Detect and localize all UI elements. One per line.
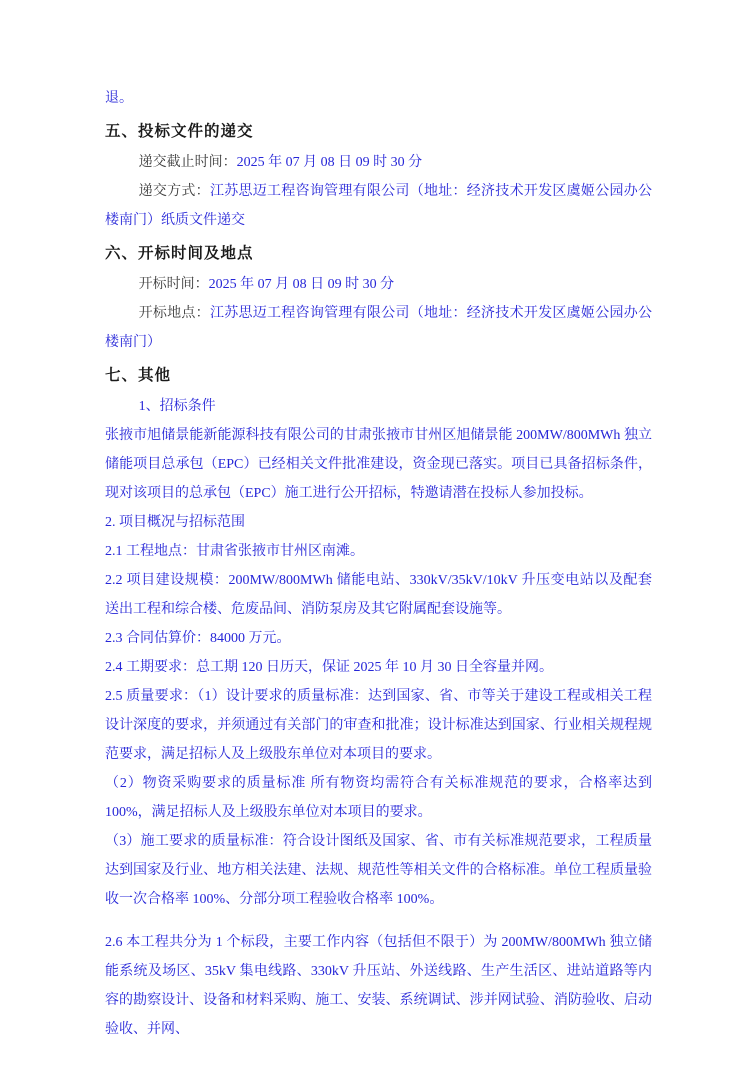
opening-place-line (105, 299, 652, 357)
paragraph-2-5-quality-1: 2.5 质量要求：（1）设计要求的质量标准：达到国家、省、市等关于建设工程或相关工程设计深度的要求，并须通过有关部门的审查和批准；设计标准达到国家、行业相关规程规范要求，满足招标人及上级股东单位对本项目的要求。 (105, 689, 652, 762)
submission-method-line (105, 177, 652, 235)
paragraph-2-5-quality-3: （3）施工要求的质量标准：符合设计图纸及国家、省、市有关标准规范要求，工程质量达到国家及行业、地方相关法建、法规、规范性等相关文件的合格标准。单位工程质量验收一次合格率 100%、分部分项工程验收合格率 100%。 (105, 834, 652, 907)
opening-place-label: 开标地点： (138, 306, 210, 321)
paragraph-2-3-contract-estimate: 2.3 合同估算价：84000 万元。 (105, 631, 291, 646)
section-7-heading: 七、其他 (105, 367, 172, 384)
paragraph-2-2-scale: 2.2 项目建设规模：200MW/800MWh 储能电站、330kV/35kV/10kV 升压变电站以及配套送出工程和综合楼、危废品间、消防泵房及其它附属配套设施等。 (105, 573, 652, 617)
submission-deadline-value: 2025 年 07 月 08 日 09 时 30 分 (236, 155, 423, 170)
opening-time-label: 开标时间： (138, 277, 209, 292)
item-2-overview-title: 2. 项目概况与招标范围 (105, 515, 245, 530)
tender-conditions-paragraph: 张掖市旭储景能新能源科技有限公司的甘肃张掖市甘州区旭储景能 200MW/800MWh 独立储能项目总承包（EPC）已经相关文件批准建设，资金现已落实。项目已具备招标条件，现对该项目的总承包（EPC）施工进行公开招标，特邀请潜在投标人参加投标。 (105, 428, 652, 501)
paragraph-continuation (105, 84, 652, 113)
paragraph-2-4-schedule: 2.4 工期要求：总工期 120 日历天，保证 2025 年 10 月 30 日全容量并网。 (105, 660, 553, 675)
opening-place-value: 江苏思迈工程咨询管理有限公司（地址：经济技术开发区虞姬公园办公楼南门） (105, 306, 652, 350)
paragraph-2-1-location: 2.1 工程地点：甘肃省张掖市甘州区南滩。 (105, 544, 364, 559)
section-6-heading: 六、开标时间及地点 (105, 245, 254, 262)
opening-time-value: 2025 年 07 月 08 日 09 时 30 分 (208, 277, 395, 292)
submission-deadline-line (105, 148, 652, 177)
item-1-tender-conditions-title (105, 392, 652, 421)
submission-deadline-label: 递交截止时间： (138, 155, 237, 170)
paragraph-continuation-text: 退。 (105, 91, 133, 106)
paragraph-2-6-scope: 2.6 本工程共分为 1 个标段，主要工作内容（包括但不限于）为 200MW/800MWh 独立储能系统及场区、35kV 集电线路、330kV 升压站、外送线路、生产生活区、进站道路等内容的勘察设计、设备和材料采购、施工、安装、系统调试、涉并网试验、消防验收、启动验收、并网、 (105, 935, 652, 1037)
opening-time-line (105, 270, 652, 299)
section-5-heading: 五、投标文件的递交 (105, 123, 254, 140)
submission-method-value: 江苏思迈工程咨询管理有限公司（地址：经济技术开发区虞姬公园办公楼南门）纸质文件递交 (105, 184, 652, 228)
item-1-title-text: 1、招标条件 (138, 399, 216, 414)
submission-method-label: 递交方式： (138, 184, 210, 199)
paragraph-2-5-quality-2: （2）物资采购要求的质量标准 所有物资均需符合有关标准规范的要求，合格率达到 100%，满足招标人及上级股东单位对本项目的要求。 (105, 776, 652, 820)
